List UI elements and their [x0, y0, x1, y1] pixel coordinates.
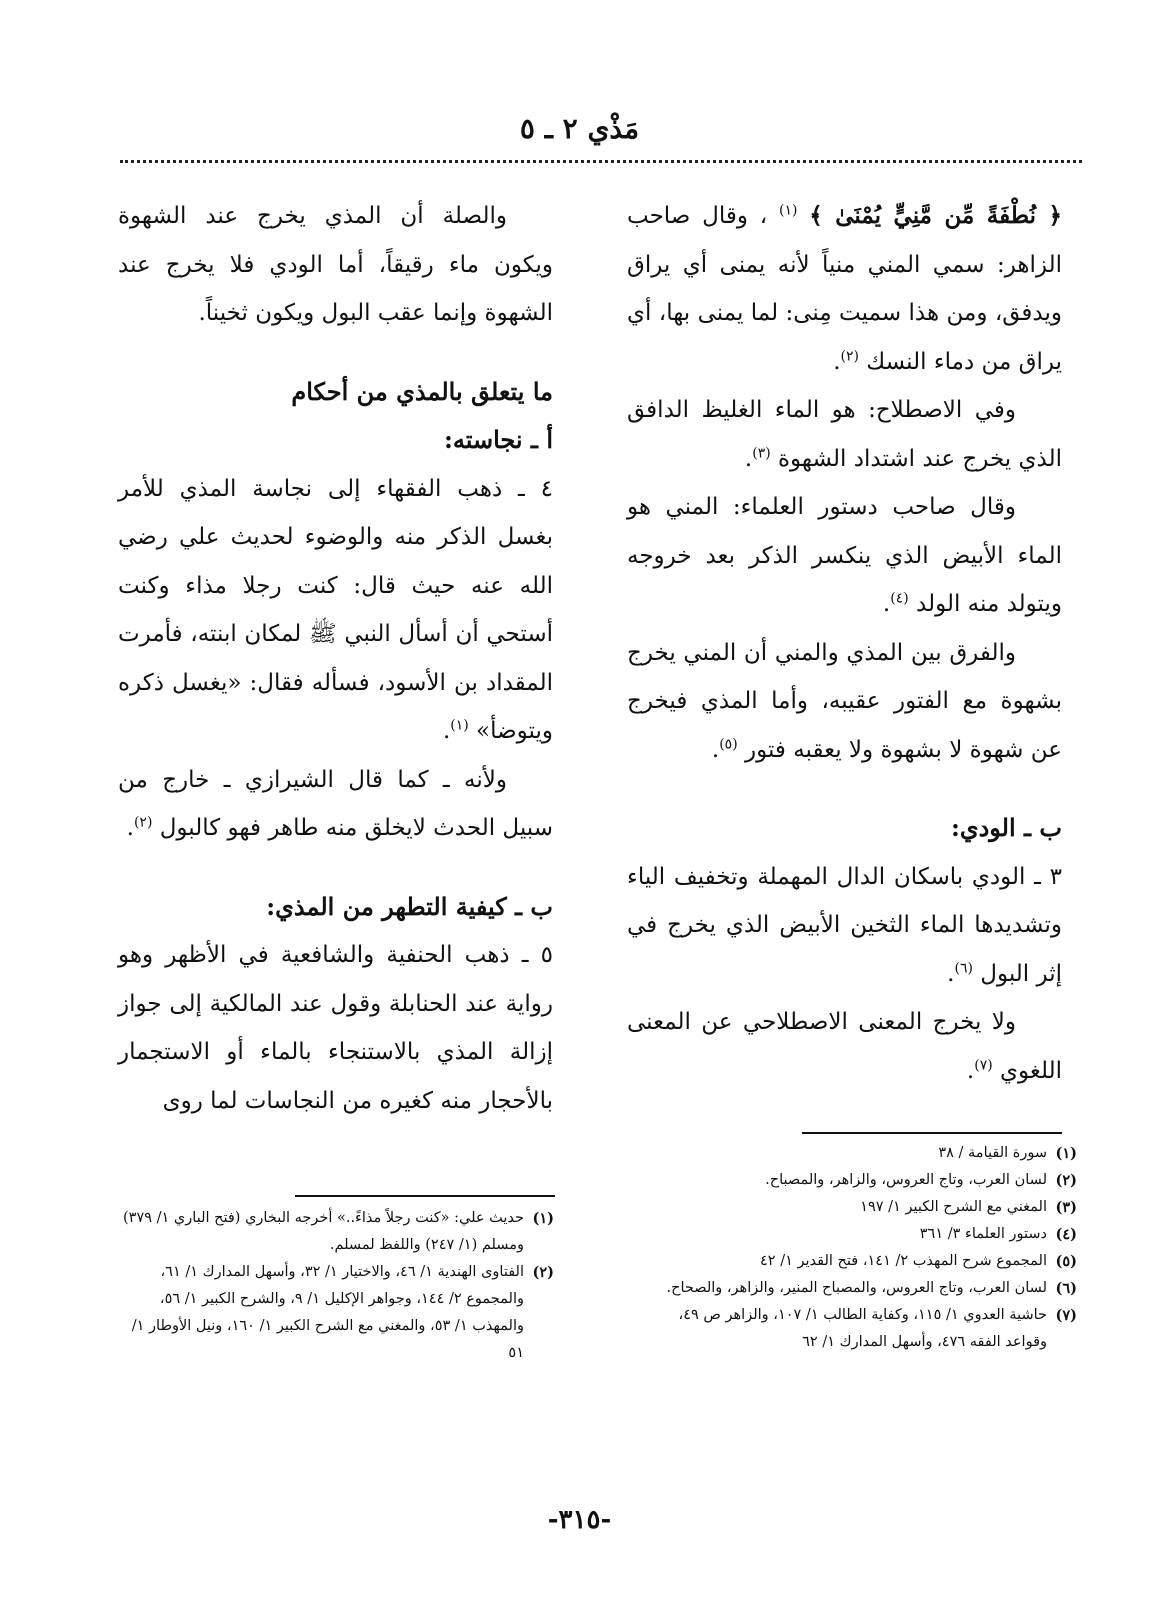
footnote-number: (١)	[1055, 1145, 1077, 1162]
footnote-ref: (٥)	[719, 735, 738, 752]
footnote-separator-left	[295, 1195, 555, 1197]
footnote-ref: (١)	[450, 717, 469, 734]
right-column	[627, 192, 1062, 1095]
right-paragraph-1: ﴿ نُطْفَةً مِّن مَّنِيٍّ يُمْنَىٰ ﴾ $^{(١)}$ ، وقال صاحب الزاهر: سمي المني منياً لأنه يمنى أي يراق ويدفق، ومن هذا سميت مِنى: لما يمنى بها، أي يراق من دماء النسك $^{(٢)}$.	[627, 202, 1063, 375]
footnote-text: دستور العلماء ٣/ ٣٦١	[919, 1226, 1047, 1242]
footnote-number: (١)	[532, 1210, 554, 1227]
footnote-text: سورة القيامة / ٣٨	[938, 1145, 1047, 1161]
paragraph-text: ٤ ـ ذهب الفقهاء إلى نجاسة المذي للأمر بغسل الذكر منه والوضوء لحديث علي رضي الله عنه حيث قال: كنت رجلا مذاء وكنت أستحي أن أسأل النبي ﷺ لمكان ابنته، فأمرت المقداد بن الأسود، فسأله فقال: «يغسل ذكره ويتوضأ»	[118, 475, 553, 744]
footnote-text: الفتاوى الهندية ١/ ٤٦، والاختيار ١/ ٣٢، وأسهل المدارك ١/ ٦١، والمجموع ٢/ ١٤٤، وجواهر الإكليل ١/ ٩، والشرح الكبير ١/ ٥٦، والمهذب ١/ ٥٣، والمغني مع الشرح الكبير ١/ ١٦٠، ونيل الأوطار ١/ ٥١	[131, 1264, 524, 1361]
paragraph-text: ، وقال صاحب الزاهر: سمي المني منياً لأنه يمنى أي يراق ويدفق، ومن هذا سميت مِنى: لما يمنى بها، أي يراق من دماء النسك	[627, 203, 1062, 375]
footnote-ref: (٦)	[954, 959, 973, 976]
footnote-number: (٢)	[532, 1264, 554, 1281]
right-paragraph-5: ٣ ـ الودي باسكان الدال المهملة وتخفيف الياء وتشديدها الماء الثخين الأبيض الذي يخرج في إثر البول $^{(٦)}$.	[627, 863, 1062, 987]
footnote-ref: (٤)	[890, 590, 909, 607]
footnote-item	[637, 1275, 1077, 1302]
footnote-ref: (٢)	[133, 814, 153, 831]
header-dotted-rule	[120, 160, 1082, 163]
paragraph-text: والفرق بين المذي والمني أن المني يخرج بشهوة مع الفتور عقيبه، وأما المذي فيخرج عن شهوة لا بشهوة ولا يعقبه فتور	[627, 639, 1062, 763]
footnote-item	[637, 1140, 1077, 1167]
subheading-tathir: ب ـ كيفية التطهر من المذي:	[266, 891, 553, 921]
footnote-text: حاشية العدوي ١/ ١١٥، وكفاية الطالب ١/ ١٠٧، والزاهر ص ٤٩، وقواعد الفقه ٤٧٦، وأسهل المدارك ١/ ٦٢	[678, 1307, 1047, 1350]
right-paragraph-2: وفي الاصطلاح: هو الماء الغليظ الدافق الذي يخرج عند اشتداد الشهوة $^{(٣)}$.	[627, 397, 1062, 472]
footnote-number: (٦)	[1055, 1280, 1077, 1297]
right-paragraph-4: والفرق بين المذي والمني أن المني يخرج بشهوة مع الفتور عقيبه، وأما المذي فيخرج عن شهوة لا بشهوة ولا يعقبه فتور $^{(٥)}$.	[627, 639, 1062, 763]
footnote-item	[637, 1302, 1077, 1356]
section-heading-wadi: ب ـ الودي:	[950, 813, 1062, 842]
footnote-number: (٧)	[1055, 1307, 1077, 1324]
footnote-text: حديث علي: «كنت رجلاً مذاءً..» أخرجه البخاري (فتح الباري ١/ ٣٧٩) ومسلم (١/ ٢٤٧) واللفظ لمسلم.	[122, 1210, 524, 1253]
footnote-item	[637, 1221, 1077, 1248]
footnote-text: لسان العرب، وتاج العروس، والمصباح المنير، والزاهر، والصحاح.	[666, 1280, 1047, 1296]
footnote-number: (٣)	[1055, 1199, 1077, 1216]
left-column	[118, 192, 553, 1125]
footnote-separator-right	[802, 1132, 1062, 1134]
footnotes-left	[114, 1205, 554, 1367]
footnote-text: المغني مع الشرح الكبير ١/ ١٩٧	[860, 1199, 1047, 1215]
left-paragraph-2: ٤ ـ ذهب الفقهاء إلى نجاسة المذي للأمر بغسل الذكر منه والوضوء لحديث علي رضي الله عنه حيث قال: كنت رجلا مذاء وكنت أستحي أن أسأل النبي ﷺ لمكان ابنته، فأمرت المقداد بن الأسود، فسأله فقال: «يغسل ذكره ويتوضأ» $^{(١)}$.	[118, 475, 553, 744]
quran-verse: ﴿ نُطْفَةً مِّن مَّنِيٍّ يُمْنَىٰ ﴾	[809, 202, 1063, 229]
footnote-item	[637, 1167, 1077, 1194]
footnote-number: (٥)	[1055, 1253, 1077, 1270]
left-paragraph-4: ٥ ـ ذهب الحنفية والشافعية في الأظهر وهو رواية عند الحنابلة وقول عند المالكية إلى جواز إزالة المذي بالاستنجاء بالماء أو الاستجمار بالأحجار منه كغيره من النجاسات لما روى	[118, 942, 553, 1114]
paragraph-text: وقال صاحب دستور العلماء: المني هو الماء الأبيض الذي ينكسر الذكر بعد خروجه ويتولد منه الولد	[627, 494, 1062, 617]
right-paragraph-6: ولا يخرج المعنى الاصطلاحي عن المعنى اللغوي $^{(٧)}$.	[627, 1009, 1062, 1084]
footnote-item	[114, 1205, 554, 1259]
paragraph-text: ولأنه ـ كما قال الشيرازي ـ خارج من سبيل الحدث لايخلق منه طاهر فهو كالبول	[118, 766, 553, 841]
subheading-najasa: أ ـ نجاسته:	[444, 425, 553, 454]
page-number: -٣١٥-	[547, 1505, 612, 1535]
footnote-item	[114, 1259, 554, 1367]
paragraph-text: ولا يخرج المعنى الاصطلاحي عن المعنى اللغوي	[627, 1009, 1062, 1084]
paragraph-text: ٣ ـ الودي باسكان الدال المهملة وتخفيف الياء وتشديدها الماء الثخين الأبيض الذي يخرج في إثر البول	[627, 863, 1062, 987]
footnote-number: (٤)	[1055, 1226, 1077, 1243]
section-heading-ahkam: ما يتعلق بالمذي من أحكام	[291, 376, 553, 406]
left-paragraph-3: ولأنه ـ كما قال الشيرازي ـ خارج من سبيل الحدث لايخلق منه طاهر فهو كالبول $^{(٢)}$.	[118, 766, 553, 841]
footnote-text: المجموع شرح المهذب ٢/ ١٤١، فتح القدير ١/ ٤٢	[760, 1253, 1047, 1269]
right-paragraph-3: وقال صاحب دستور العلماء: المني هو الماء الأبيض الذي ينكسر الذكر بعد خروجه ويتولد منه الولد $^{(٤)}$.	[627, 494, 1062, 617]
footnote-ref: (٧)	[974, 1056, 993, 1073]
footnote-item	[637, 1194, 1077, 1221]
footnote-item	[637, 1248, 1077, 1275]
footnote-ref: (٢)	[840, 347, 859, 364]
footnotes-right	[637, 1140, 1077, 1356]
left-paragraph-1: والصلة أن المذي يخرج عند الشهوة ويكون ماء رقيقاً، أما الودي فلا يخرج عند الشهوة وإنما عقب البول ويكون ثخيناً.	[118, 203, 553, 326]
footnote-ref: (٣)	[752, 444, 771, 461]
page-header-title: مَذْي ٢ ـ ٥	[519, 112, 640, 145]
paragraph-text: وفي الاصطلاح: هو الماء الغليظ الدافق الذي يخرج عند اشتداد الشهوة	[627, 397, 1062, 472]
footnote-ref: (١)	[779, 202, 798, 219]
footnote-number: (٢)	[1055, 1172, 1077, 1189]
footnote-text: لسان العرب، وتاج العروس، والزاهر، والمصباح.	[765, 1172, 1047, 1188]
